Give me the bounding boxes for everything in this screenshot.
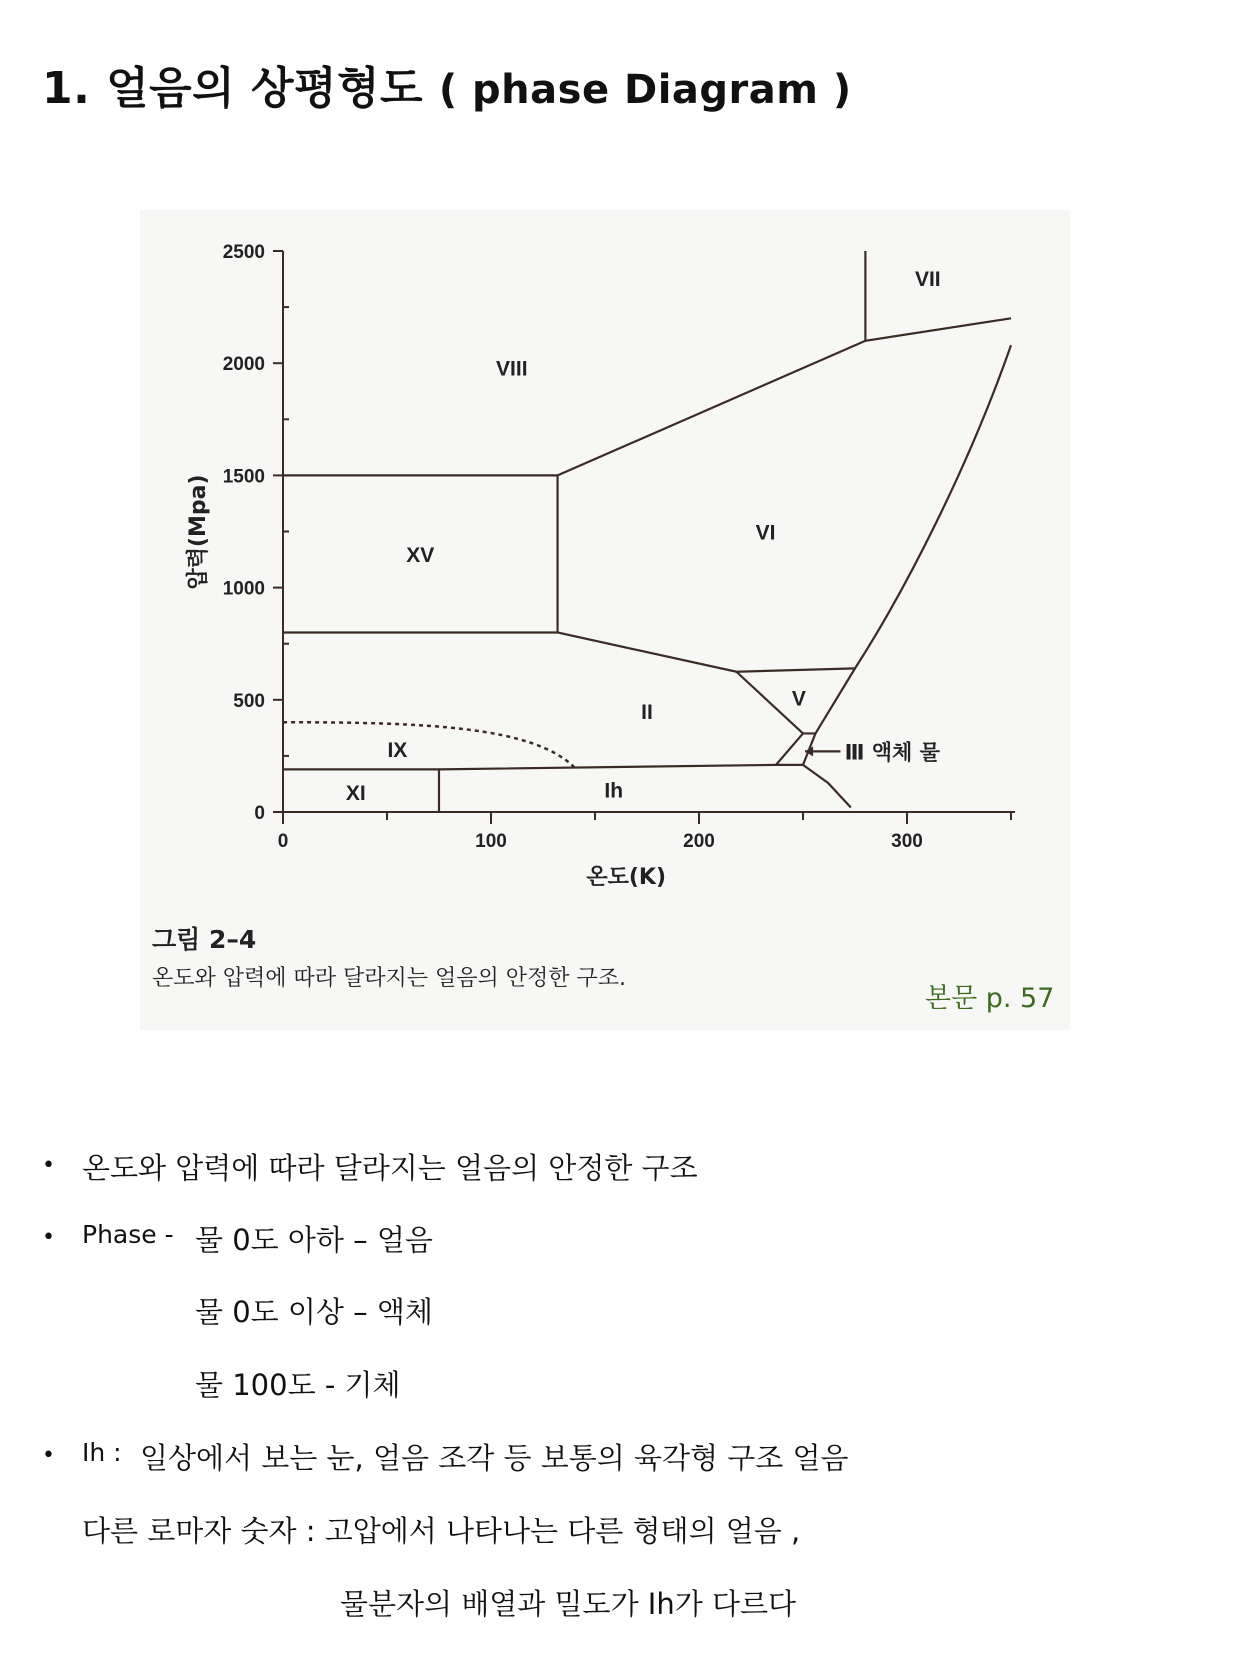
bullet-2-line-2: 물 0도 이상 – 액체 [195, 1295, 433, 1329]
region-label-VI: VI [755, 521, 776, 545]
x-tick-label: 0 [277, 831, 289, 852]
x-axis-label: 온도(K) [586, 865, 667, 890]
y-tick-label: 2500 [222, 242, 265, 263]
bullet-3-text: 일상에서 보는 눈, 얼음 조각 등 보통의 육각형 구조 얼음 [140, 1441, 849, 1475]
y-tick-label: 1000 [222, 578, 265, 600]
page-reference: 본문 p. 57 [925, 983, 1055, 1014]
caption-text: 온도와 압력에 따라 달라지는 얼음의 안정한 구조. [152, 966, 626, 991]
x-tick-label: 300 [891, 831, 923, 852]
region-label-V: V [791, 687, 806, 711]
bullet-2-line-3: 물 100도 - 기체 [195, 1368, 401, 1402]
bullet-3-line-2: 다른 로마자 숫자 : 고압에서 나타나는 다른 형태의 얼음 , [82, 1514, 801, 1548]
y-tick-label: 500 [233, 690, 265, 712]
bullet-dot: • [42, 1225, 55, 1250]
bullet-3-prefix: Ih : [82, 1438, 122, 1467]
bullet-dot: • [42, 1443, 55, 1468]
region-label-Ih: Ih [604, 779, 624, 803]
y-tick-label: 0 [254, 803, 265, 824]
bullet-2-line-1: 물 0도 아하 – 얼음 [195, 1223, 433, 1257]
annotation-liquid-water: Ⅲ 액체 물 [844, 740, 940, 765]
y-tick-label: 1500 [222, 466, 265, 488]
region-label-VIII: VIII [496, 357, 528, 381]
y-axis-label: 압력(Mpa) [186, 474, 211, 590]
title-main: 1. 얼음의 상평형도 [42, 63, 423, 114]
region-label-VII: VII [914, 267, 941, 291]
region-label-IX: IX [387, 739, 408, 763]
bullet-dot: • [42, 1153, 55, 1178]
caption-number: 그림 2–4 [152, 925, 257, 954]
y-tick-label: 2000 [222, 354, 265, 376]
bullet-3-line-3: 물분자의 배열과 밀도가 Ih가 다르다 [340, 1587, 797, 1621]
bullet-1-text: 온도와 압력에 따라 달라지는 얼음의 안정한 구조 [82, 1151, 698, 1185]
title-paren: ( phase Diagram ) [438, 67, 852, 113]
bullet-2-prefix: Phase - [82, 1220, 174, 1249]
region-label-XI: XI [345, 781, 366, 805]
region-label-XV: XV [406, 543, 435, 567]
x-tick-label: 200 [683, 831, 715, 852]
x-tick-label: 100 [475, 831, 507, 852]
region-label-II: II [641, 701, 653, 725]
